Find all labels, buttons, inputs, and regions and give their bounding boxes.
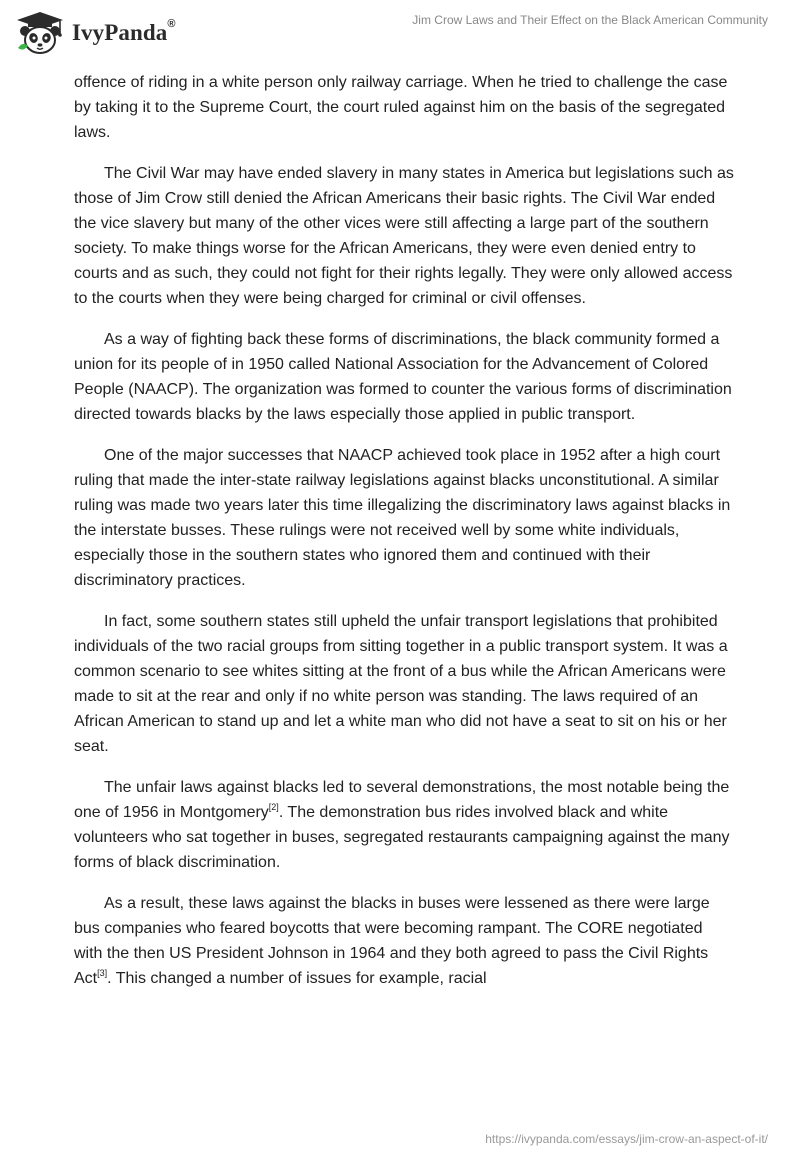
paragraph-4: In fact, some southern states still upheld the unfair transport legislations that prohibited individuals of the two racial groups from sitting together in a public transport system. It was a common scenario to see whites sitting at the front of a bus while the African Americans were made to sit at the rear and only if no white person was standing. The laws required of an African American to stand up and let a white man who did not have a seat to sit on his or her seat. <box>74 613 728 755</box>
footnote-ref-3[interactable]: [3] <box>97 967 108 978</box>
page-header <box>0 0 800 70</box>
footnote-ref-2[interactable]: [2] <box>268 801 279 812</box>
paragraph-5-text-a: The unfair laws against blacks led to several demonstrations, the most notable being the one of 1956 in Montgomery <box>74 779 730 821</box>
paragraph-6-text-b: . This changed a number of issues for example, racial <box>107 970 487 987</box>
paragraph-3: One of the major successes that NAACP achieved took place in 1952 after a high court ruling that made the inter-state railway legislations against blacks unconstitutional. A similar ruling was made two years later this time illegalizing the discriminatory laws against blacks in the interstate busses. These rulings were not received well by some white individuals, especially those in the southern states who ignored them and continued with their discriminatory practices. <box>74 447 731 589</box>
paragraph-5-text-b: . The demonstration bus rides involved black and white volunteers who sat together in buses, segregated restaurants campaigning against the many forms of black discrimination. <box>74 804 730 871</box>
panda-graduate-icon <box>14 10 66 56</box>
paragraph-5 <box>74 775 734 875</box>
essay-body <box>74 70 734 1007</box>
paragraph-2: As a way of fighting back these forms of discriminations, the black community formed a union for its people of in 1950 called National Association for the Advancement of Colored People (NAACP). The organization was formed to counter the various forms of discrimination directed towards blacks by the laws especially those applied in public transport. <box>74 331 732 423</box>
paragraph-6 <box>74 891 734 991</box>
paragraph-0: offence of riding in a white person only railway carriage. When he tried to challenge the case by taking it to the Supreme Court, the court ruled against him on the basis of the segregated laws. <box>74 74 728 141</box>
source-url[interactable]: https://ivypanda.com/essays/jim-crow-an-aspect-of-it/ <box>485 1132 768 1146</box>
registered-mark: ® <box>167 18 176 30</box>
paragraph-1: The Civil War may have ended slavery in many states in America but legislations such as those of Jim Crow still denied the African Americans their basic rights. The Civil War ended the vice slavery but many of the other vices were still affecting a large part of the southern society. To make things worse for the African Americans, they were even denied entry to courts and as such, they could not fight for their rights legally. They were only allowed access to the courts when they were being charged for criminal or civil offenses. <box>74 165 734 307</box>
brand-name: IvyPanda® <box>72 18 176 45</box>
paragraph-6-text-a: As a result, these laws against the blacks in buses were lessened as there were large bus companies who feared boycotts that were becoming rampant. The CORE negotiated with the then US President Johnson in 1964 and they both agreed to pass the Civil Rights Act <box>74 895 710 987</box>
brand-logo[interactable] <box>14 10 176 56</box>
document-title: Jim Crow Laws and Their Effect on the Black American Community <box>412 13 768 27</box>
